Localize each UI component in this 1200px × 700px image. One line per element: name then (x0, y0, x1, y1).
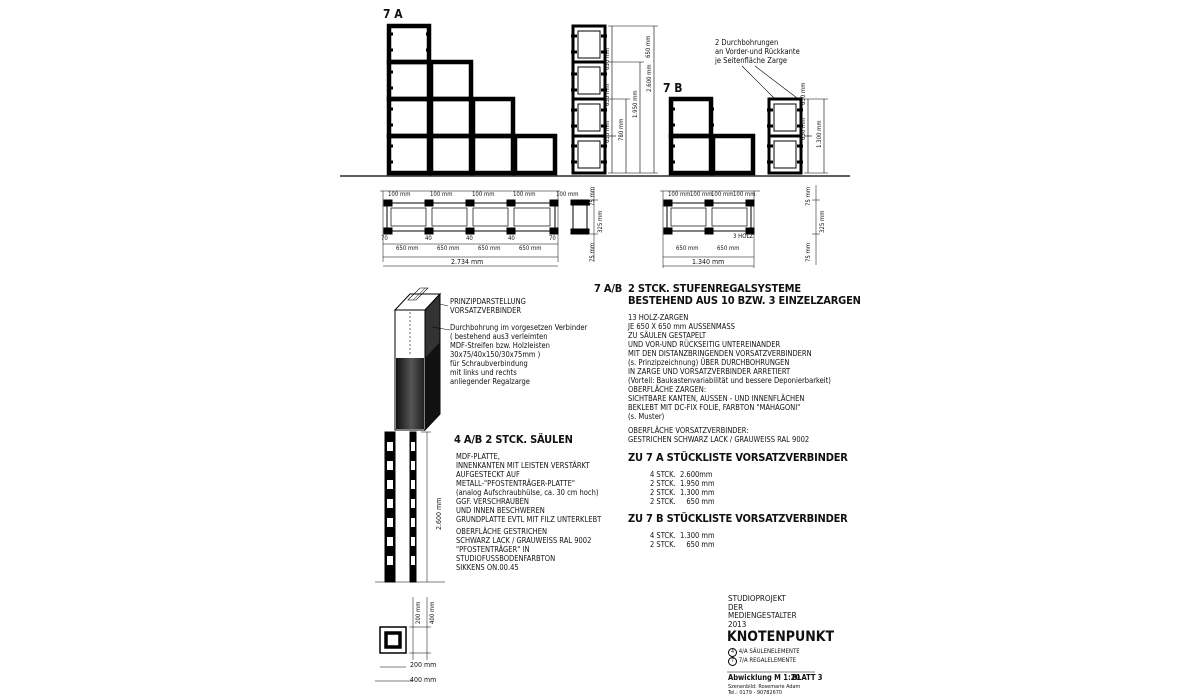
p3-line-2: GESTRICHEN SCHWARZ LACK / GRAUWEISS RAL 9002 (628, 435, 810, 444)
main-paragraph-2 (628, 385, 804, 421)
connector-desc-3: MDF-Streifen bzw. Holzleisten (450, 341, 550, 350)
note-line-1: 2 Durchbohrungen (715, 38, 779, 47)
project-line-2: DER (728, 602, 744, 612)
s1-line-5: (analog Aufschraubhülse, ca. 30 cm hoch) (456, 488, 599, 497)
project-name (728, 595, 797, 629)
p1-line-6: (s. Prinzipzeichnung) ÜBER DURCHBOHRUNGEN (628, 358, 790, 367)
p3-line-1: OBERFLÄCHE VORSATZVERBINDER: (628, 426, 749, 435)
small-7a-3: 40 (466, 235, 473, 242)
side-7b-75b: 75 mm (805, 242, 812, 262)
s2-line-4: STUDIOFUSSBODENFARBTON (456, 554, 556, 563)
s1-line-7: UND INNEN BESCHWEREN (456, 506, 545, 515)
main-paragraph-3 (628, 426, 809, 444)
note-line-2: an Vorder-und Rückkante (715, 47, 800, 56)
total-7b: 1.340 mm (692, 258, 725, 266)
note-line-3: je Seitenfläche Zarge (715, 56, 788, 65)
saeulen-paragraph-2 (456, 527, 591, 572)
list-7b-heading: ZU 7 B STÜCKLISTE VORSATZVERBINDER (628, 512, 848, 525)
base-dim-400-h: 400 mm (410, 676, 437, 684)
p2-line-2: SICHTBARE KANTEN, AUSSEN - UND INNENFLÄCHEN (628, 394, 805, 403)
s1-line-3: AUFGESTECKT AUF (456, 470, 520, 479)
s2-line-1: OBERFLÄCHE GESTRICHEN (456, 527, 548, 536)
connector-desc-5: für Schraubverbindung (450, 359, 528, 368)
list-7a-item-4: 2 STCK. 650 mm (650, 497, 715, 506)
label-7a: 7 A (383, 7, 403, 21)
dim-7b-1300: 1.300 mm (816, 120, 823, 148)
connector-desc-4: 30x75/40x150/30x75mm ) (450, 350, 541, 359)
p1-line-3: ZU SÄULEN GESTAPELT (628, 331, 706, 340)
zarge-7a-1: 650 mm (396, 245, 419, 252)
list-7a-items (650, 470, 715, 506)
list-7b-items (650, 531, 715, 549)
total-7a: 2.734 mm (451, 258, 484, 266)
s1-line-8: GRUNDPLATTE EVTL MIT FILZ UNTERKLEBT (456, 515, 602, 524)
label-7b: 7 B (663, 81, 683, 95)
s1-line-1: MDF-PLATTE, (456, 452, 500, 461)
s2-line-5: SIKKENS ON.00.45 (456, 563, 519, 572)
dim-7a-2600: 2.600 mm (646, 64, 653, 92)
project-line-1: STUDIOPROJEKT (728, 594, 786, 603)
connector-desc-1: Durchbohrung im vorgesetzen Verbinder (450, 323, 588, 332)
p1-line-7: IN ZARGE UND VORSATZVERBINDER ARRETIERT (628, 367, 791, 376)
list-7a-item-1: 4 STCK. 2.600mm (650, 470, 713, 479)
dim-7b-650-2: 650 mm (800, 82, 807, 105)
connector-description (450, 323, 587, 386)
dim-7a-650-3: 650 mm (604, 47, 611, 70)
zarge-7b-1: 650 mm (676, 245, 699, 252)
connector-desc-6: mit links und rechts (450, 368, 517, 377)
p2-line-1: OBERFLÄCHE ZARGEN: (628, 385, 707, 394)
p1-line-4: UND VOR-UND RÜCKSEITIG UNTEREINANDER (628, 340, 781, 349)
project-line-4: 2013 (728, 619, 747, 629)
plan-view-7a (380, 187, 598, 266)
zarge-7a-3: 650 mm (478, 245, 501, 252)
dim-7a-650-2: 650 mm (604, 83, 611, 106)
main-heading-2: BESTEHEND AUS 10 BZW. 3 EINZELZARGEN (628, 294, 861, 307)
legend-item-1 (728, 648, 800, 657)
extra-7b: 3 HOLZ (733, 233, 754, 240)
list-7a-heading: ZU 7 A STÜCKLISTE VORSATZVERBINDER (628, 451, 848, 464)
saeulen-paragraph-1 (456, 452, 601, 524)
connector-desc-7: anliegender Regalzarge (450, 377, 530, 386)
spacer-7a-2: 100 mm (430, 191, 453, 198)
zarge-7b-2: 650 mm (717, 245, 740, 252)
legend-label-1: 4/A SÄULENELEMENTE (738, 648, 800, 655)
circle-marker-icon: 7 (728, 657, 737, 666)
p1-line-1: 13 HOLZ-ZARGEN (628, 313, 689, 322)
small-7a-2: 40 (425, 235, 432, 242)
legend-label-2: 7/A REGALELEMENTE (738, 657, 797, 664)
dim-7a-650-1: 650 mm (604, 120, 611, 143)
spacer-7a-3: 100 mm (472, 191, 495, 198)
main-heading-code: 7 A/B (594, 282, 623, 295)
main-paragraph-1 (628, 313, 831, 385)
base-dim-200-v: 200 mm (415, 601, 422, 624)
s1-line-6: GGF. VERSCHRAUBEN (456, 497, 529, 506)
p2-line-3: BEKLEBT MIT DC-FIX FOLIE, FARBTON "MAHAGONI" (628, 403, 801, 412)
dim-7a-1950: 1.950 mm (632, 90, 639, 118)
p2-line-4: (s. Muster) (628, 412, 665, 421)
spacer-7b-3: 100 mm (711, 191, 734, 198)
spacer-7a-4: 100 mm (513, 191, 536, 198)
p1-line-2: JE 650 X 650 mm AUSSENMASS (628, 322, 735, 331)
legend-item-2 (728, 657, 796, 666)
dim-7b-650-1: 650 mm (800, 117, 807, 140)
spacer-7b-1: 100 mm (668, 191, 691, 198)
connector-title (450, 297, 526, 315)
small-7a-4: 40 (508, 235, 515, 242)
side-7a-325: 325 mm (597, 210, 604, 233)
connector-principle-drawing (395, 288, 450, 430)
note-drillings (715, 38, 800, 65)
side-7a-75: 75 mm (589, 186, 596, 206)
connector-title-1: PRINZIPDARSTELLUNG (450, 297, 526, 306)
author-line-2: Tel.: 0179 - 90782670 (728, 690, 783, 696)
small-7a-5: 70 (549, 235, 556, 242)
dim-7a-650-4: 650 mm (645, 35, 652, 58)
zarge-7a-2: 650 mm (437, 245, 460, 252)
spacer-7a-1: 100 mm (388, 191, 411, 198)
drawing-title: KNOTENPUNKT (727, 629, 835, 645)
saeulen-heading: 4 A/B 2 STCK. SÄULEN (454, 433, 573, 446)
base-dim-400-v: 400 mm (429, 601, 436, 624)
list-7a-item-3: 2 STCK. 1.300 mm (650, 488, 715, 497)
list-7b-item-2: 2 STCK. 650 mm (650, 540, 715, 549)
zarge-7a-4: 650 mm (519, 245, 542, 252)
main-heading-1: 2 STCK. STUFENREGALSYSTEME (628, 282, 801, 295)
s1-line-4: METALL-"PFOSTENTRÄGER-PLATTE" (456, 479, 575, 488)
small-7a-1: 70 (381, 235, 388, 242)
list-7a-item-2: 2 STCK. 1.950 mm (650, 479, 715, 488)
s1-line-2: INNENKANTEN MIT LEISTEN VERSTÄRKT (456, 461, 590, 470)
author-line-1: Szenenbild: Rosemarie Adam (728, 684, 801, 690)
spacer-7b-2: 100 mm (690, 191, 713, 198)
author-block (728, 684, 800, 696)
saeulen-height: 2.600 mm (435, 497, 443, 530)
connector-title-2: VORSATZVERBINDER (450, 306, 522, 315)
circle-marker-icon: 4 (728, 648, 737, 657)
side-7b-75: 75 mm (805, 186, 812, 206)
side-7a-75b: 75 mm (589, 242, 596, 262)
base-dim-200-h: 200 mm (410, 661, 437, 669)
s2-line-3: "PFOSTENTRÄGER" IN (456, 545, 530, 554)
scale-label: Abwicklung M 1:20 (728, 673, 801, 682)
p1-line-8: (Vorteil: Baukastenvariabilität und bessere Deponierbarkeit) (628, 376, 831, 385)
list-7b-item-1: 4 STCK. 1.300 mm (650, 531, 715, 540)
s2-line-2: SCHWARZ LACK / GRAUWEISS RAL 9002 (456, 536, 592, 545)
p1-line-5: MIT DEN DISTANZBRINGENDEN VORSATZVERBINDERN (628, 349, 812, 358)
project-line-3: MEDIENGESTALTER (728, 611, 797, 620)
connector-desc-2: ( bestehend aus3 verleimten (450, 332, 548, 341)
sheet-number: BLATT 3 (792, 673, 823, 682)
dim-7a-780: 780 mm (618, 118, 625, 141)
spacer-7a-5: 100 mm (556, 191, 579, 198)
side-7b-325: 325 mm (819, 210, 826, 233)
spacer-7b-4: 100 mm (733, 191, 756, 198)
